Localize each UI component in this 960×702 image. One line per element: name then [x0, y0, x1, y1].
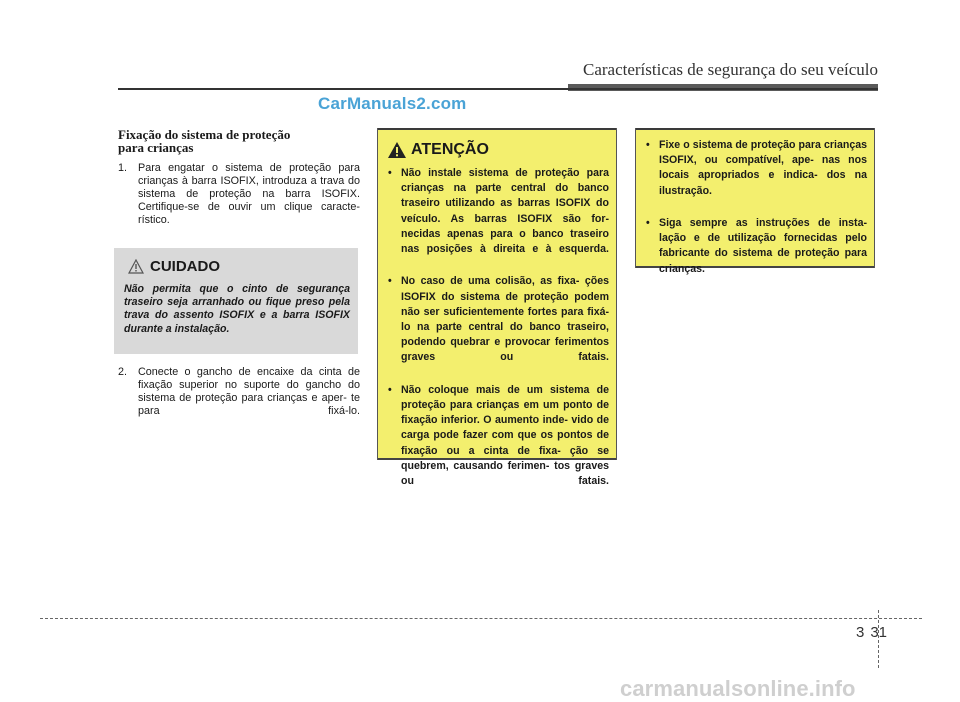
- footer-rule: [40, 618, 922, 619]
- chapter-title: Características de segurança do seu veículo: [582, 60, 878, 79]
- step-2-number: 2.: [118, 366, 128, 378]
- warning-triangle-icon: [128, 259, 144, 274]
- caution-header: [128, 255, 220, 277]
- warning-continued-edge-right: [874, 128, 875, 268]
- warning-continued-edge-left: [635, 128, 636, 268]
- warning-item: • Não instale sistema de proteção para crianças na parte central do banco traseiro utilizando as barras ISOFIX do veículo. As barras ISOFIX são for- necidas apenas para o banco traseiro nas posições à direita e à esquerda.: [385, 166, 609, 272]
- step-1-number: 1.: [118, 162, 128, 174]
- page-number: [856, 624, 887, 641]
- warning-list: [385, 166, 609, 506]
- warning-continued-list: [643, 138, 867, 294]
- page-chapter: 3: [856, 624, 865, 641]
- section-heading: [118, 128, 358, 154]
- section-heading-line1: Fixação do sistema de proteção: [118, 127, 291, 142]
- step-1-text: Para engatar o sistema de proteção para crianças à barra ISOFIX, introduza a trava do sistema de proteção na barra ISOFIX. Certifique-se de ouvir um clique caracte- rístico.: [138, 162, 360, 226]
- warning-title: ATENÇÃO: [411, 141, 489, 158]
- caution-text: Não permita que o cinto de segurança traseiro seja arranhado ou fique preso pela trava do assento ISOFIX e a barra ISOFIX durante a instalação.: [124, 283, 350, 335]
- watermark-top[interactable]: CarManuals2.com: [318, 94, 467, 113]
- warning-box-edge-right: [616, 128, 617, 460]
- warning-header: [387, 139, 489, 161]
- warning-item: • No caso de uma colisão, as fixa- ções ISOFIX do sistema de proteção podem não ser suficientemente fortes para fixá-lo na parte central do banco traseiro, podendo quebrar e provocar ferimentos graves ou fatais.: [385, 274, 609, 380]
- warning-continued-item: • Fixe o sistema de proteção para crianças ISOFIX, ou compatível, ape- nas nos locais apropriados e indica- dos na ilustração.: [643, 138, 867, 214]
- warning-triangle-icon: [387, 141, 407, 159]
- warning-box-edge-left: [377, 128, 378, 460]
- step-1: [118, 162, 360, 240]
- header-rule: [118, 88, 878, 90]
- watermark-bottom[interactable]: carmanualsonline.info: [620, 676, 856, 701]
- section-heading-line2: para crianças: [118, 140, 194, 155]
- page-index: 31: [870, 624, 888, 641]
- caution-title: CUIDADO: [150, 257, 220, 275]
- step-2-text: Conecte o gancho de encaixe da cinta de fixação superior no suporte do gancho do sistema de proteção para crianças e aper- te para fixá-lo.: [138, 366, 360, 417]
- step-2: [118, 366, 360, 431]
- warning-continued-item: • Siga sempre as instruções de insta- lação e de utilização fornecidas pelo fabricante do sistema de proteção para crianças.: [643, 216, 867, 292]
- warning-item: • Não coloque mais de um sistema de proteção para crianças em um ponto de fixação inferior. O aumento inde- vido de carga pode fazer com que os pontos de fixação ou a cinta de fixa- ção se quebrem, causando ferimen- tos graves ou fatais.: [385, 383, 609, 505]
